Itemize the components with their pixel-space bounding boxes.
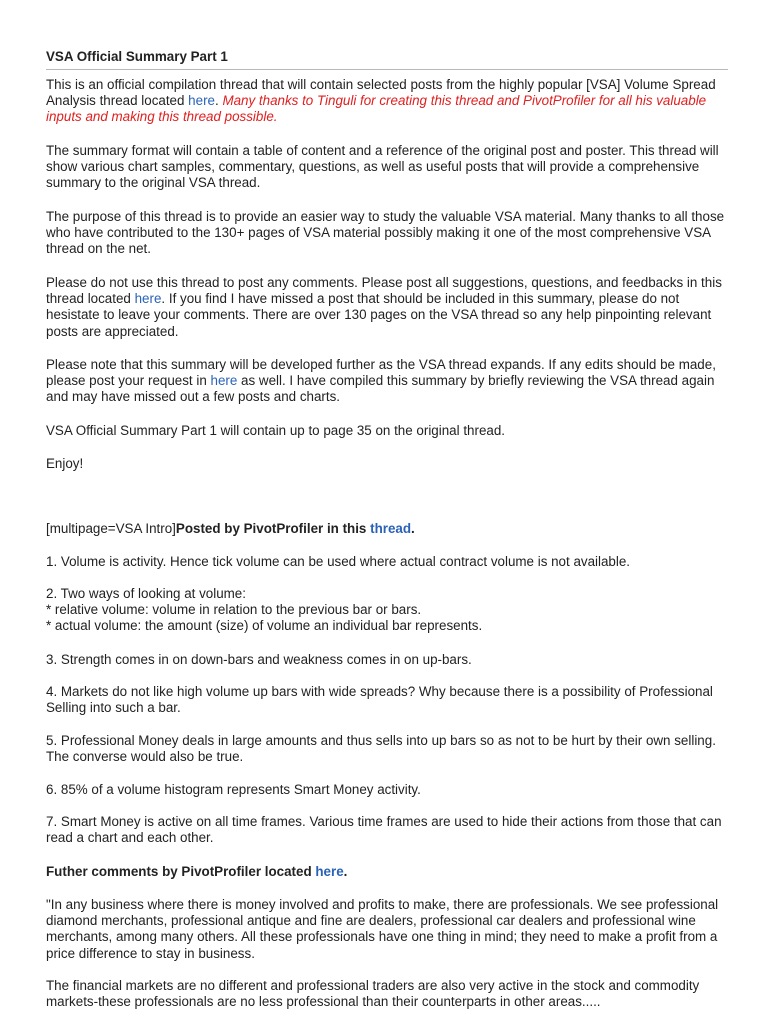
point-2-actual: * actual volume: the amount (size) of volume an individual bar represents. xyxy=(46,618,483,633)
document-body xyxy=(46,49,728,1010)
feedback-here-link[interactable]: here xyxy=(134,291,162,307)
page-title: VSA Official Summary Part 1 xyxy=(46,49,728,70)
no-comments-text-2: . If you find I have missed a post that should be included in this summary, please do not hesistate to leave your comments. There are over 130 pages on the VSA thread so any help pinpointing relevant posts are appreciated. xyxy=(46,291,712,339)
note-text: Please note that this summary will be developed further as the VSA thread expands. If any edits should be made, please post your request in xyxy=(46,357,716,389)
further-comments-heading xyxy=(46,864,728,880)
point-4: 4. Markets do not like high volume up bars with wide spreads? Why because there is a possibility of Professional Selling into such a bar. xyxy=(46,684,713,716)
request-here-link[interactable]: here xyxy=(210,373,238,389)
format-paragraph: The summary format will contain a table of content and a reference of the original post and poster. This thread will show various chart samples, commentary, questions, as well as useful posts that will provide a comprehensive summary to the original VSA thread. xyxy=(46,143,719,191)
point-2-relative: * relative volume: volume in relation to the previous bar or bars. xyxy=(46,602,422,617)
purpose-paragraph: The purpose of this thread is to provide an easier way to study the valuable VSA material. Many thanks to all those who have contributed to the 130+ pages of VSA material possibly making it one of the most comprehensive VSA thread on the net. xyxy=(46,209,725,257)
point-7: 7. Smart Money is active on all time frames. Various time frames are used to hide their actions from those that can read a chart and each other. xyxy=(46,814,722,846)
quote-paragraph-1: "In any business where there is money involved and profits to make, there are professionals. We see professional diamond merchants, professional antique and fine are dealers, professional car dealers and professional wine merchants, among many others. All these professionals have one thing in mind; they need to make a profit from a price difference to stay in business. xyxy=(46,897,719,961)
quote-paragraph-2: The financial markets are no different and professional traders are also very active in the stock and commodity markets-these professionals are no less professional than their counterparts in other areas..... xyxy=(46,978,700,1010)
note-paragraph xyxy=(46,357,728,406)
intro-here-link[interactable]: here xyxy=(188,93,215,109)
point-1: 1. Volume is activity. Hence tick volume can be used where actual contract volume is not available. xyxy=(46,554,631,569)
point-3: 3. Strength comes in on down-bars and weakness comes in on up-bars. xyxy=(46,652,472,667)
posted-by-text: Posted by PivotProfiler in this xyxy=(175,521,371,536)
enjoy-text: Enjoy! xyxy=(46,456,84,471)
intro-text: This is an official compilation thread that will contain selected posts from the highly popular [VSA] Volume Spread Analysis thread located xyxy=(46,77,716,109)
intro-period: . xyxy=(214,93,223,109)
further-here-link[interactable]: here xyxy=(315,864,344,879)
no-comments-text: Please do not use this thread to post any comments. Please post all suggestions, questions, and feedbacks in this thread located xyxy=(46,275,722,307)
thread-link[interactable]: thread xyxy=(370,521,412,536)
section-period: . xyxy=(411,521,415,536)
further-comments-text: Futher comments by PivotProfiler located xyxy=(46,864,316,879)
further-period: . xyxy=(343,864,348,879)
contain-paragraph: VSA Official Summary Part 1 will contain up to page 35 on the original thread. xyxy=(46,423,506,438)
intro-paragraph xyxy=(46,77,728,126)
no-comments-paragraph xyxy=(46,275,728,340)
point-2-heading: 2. Two ways of looking at volume: xyxy=(46,586,246,601)
thanks-note: Many thanks to Tinguli for creating this thread and PivotProfiler for all his valuable inputs and making this thread possible. xyxy=(46,93,707,125)
section-header xyxy=(46,521,728,537)
point-6: 6. 85% of a volume histogram represents Smart Money activity. xyxy=(46,782,421,797)
point-5: 5. Professional Money deals in large amounts and thus sells into up bars so as not to be hurt by their own selling. The converse would also be true. xyxy=(46,733,716,765)
note-text-2: as well. I have compiled this summary by briefly reviewing the VSA thread again and may have missed out a few posts and charts. xyxy=(46,373,715,405)
multipage-tag: [multipage=VSA Intro] xyxy=(46,521,176,536)
